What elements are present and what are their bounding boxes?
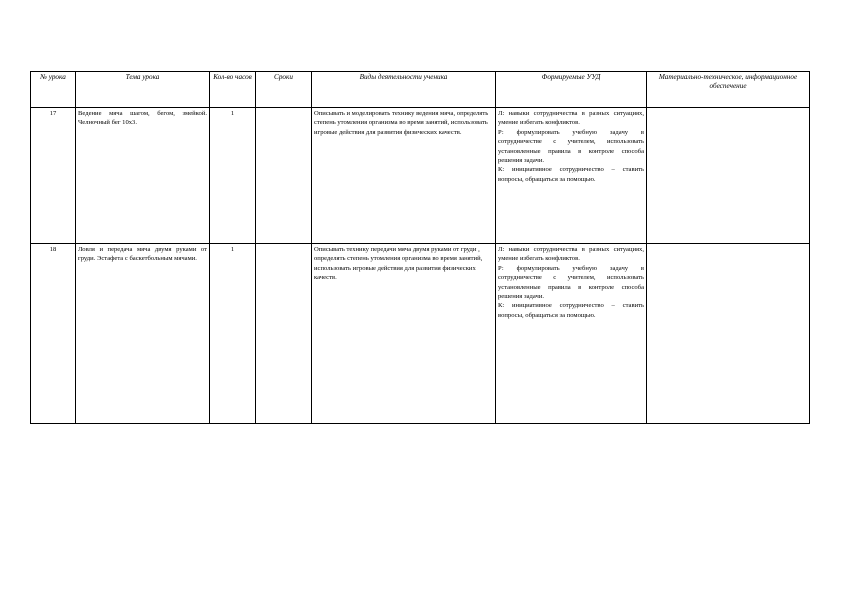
lesson-topic: Ведение мяча шагом, бегом, змейкой. Челночный бег 10х3. bbox=[76, 108, 210, 244]
lesson-material bbox=[647, 244, 810, 424]
lesson-udd bbox=[496, 108, 647, 244]
header-lesson-number: № урока bbox=[31, 72, 76, 108]
lesson-hours: 1 bbox=[210, 244, 256, 424]
udd-communicative: К: инициативное сотрудничество – ставить вопросы, обращаться за помощью. bbox=[498, 302, 644, 319]
lesson-topic: Ловля и передача мяча двумя руками от груди. Эстафета с баскетбольным мячами. bbox=[76, 244, 210, 424]
table-header-row bbox=[31, 72, 810, 108]
lesson-number: 17 bbox=[31, 108, 76, 244]
table-row bbox=[31, 108, 810, 244]
udd-regulatory: Р: формулировать учебную задачу в сотрудничестве с учителем, использовать установленные правила в контроле способа решения задачи. bbox=[498, 264, 644, 301]
header-activities: Виды деятельности ученика bbox=[312, 72, 496, 108]
header-lesson-topic: Тема урока bbox=[76, 72, 210, 108]
header-hours: Кол-во часов bbox=[210, 72, 256, 108]
udd-personal: Л: навыки сотрудничества в разных ситуациях, умение избегать конфликтов. bbox=[498, 110, 644, 127]
header-dates: Сроки bbox=[256, 72, 312, 108]
lesson-hours: 1 bbox=[210, 108, 256, 244]
lesson-dates bbox=[256, 244, 312, 424]
lesson-number: 18 bbox=[31, 244, 76, 424]
lesson-dates bbox=[256, 108, 312, 244]
udd-communicative: К: инициативное сотрудничество – ставить вопросы, обращаться за помощью. bbox=[498, 166, 644, 183]
udd-personal: Л: навыки сотрудничества в разных ситуациях, умение избегать конфликтов. bbox=[498, 246, 644, 263]
header-material: Материально-техническое, информационное обеспечение bbox=[647, 72, 810, 108]
table-row bbox=[31, 244, 810, 424]
header-udd: Формируемые УУД bbox=[496, 72, 647, 108]
lesson-material bbox=[647, 108, 810, 244]
lesson-udd bbox=[496, 244, 647, 424]
lesson-activities: Описывать технику передачи мяча двумя руками от груди , определять степень утомления организма во время занятий, использовать игровые действия для развития физических качеств. bbox=[312, 244, 496, 424]
lesson-activities: Описывать и моделировать технику ведения мяча, определять степень утомления организма во время занятий, использовать игровые действия для развития физических качеств. bbox=[312, 108, 496, 244]
lesson-plan-table bbox=[30, 71, 810, 424]
udd-regulatory: Р: формулировать учебную задачу в сотрудничестве с учителем, использовать установленные правила в контроле способа решения задачи. bbox=[498, 128, 644, 165]
